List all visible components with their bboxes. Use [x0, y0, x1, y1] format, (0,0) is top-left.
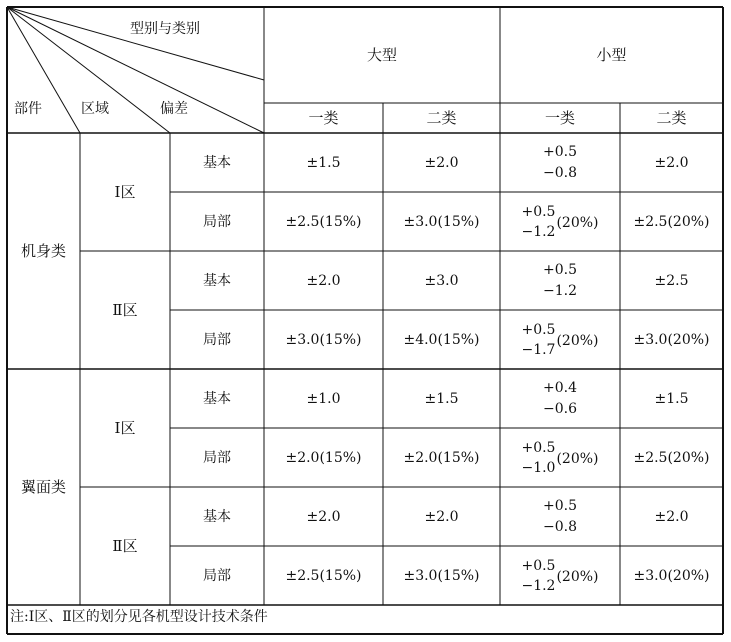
value-small-class2: ±2.5(20%) — [633, 449, 710, 466]
value-small-class2: ±1.5 — [654, 390, 689, 407]
percentage: (20%) — [556, 214, 599, 231]
value-large-class1: ±1.5 — [306, 154, 341, 171]
header-large: 大型 — [366, 45, 397, 64]
value-small-class2: ±3.0(20%) — [633, 567, 710, 584]
lower-tolerance: −1.2 — [543, 283, 577, 299]
percentage: (20%) — [556, 568, 599, 585]
lower-tolerance: −1.7 — [521, 341, 556, 358]
header-large-class2: 二类 — [426, 108, 457, 127]
upper-tolerance: +0.4 — [543, 380, 577, 396]
deviation-kind: 局部 — [203, 213, 231, 230]
lower-tolerance: −0.8 — [543, 519, 577, 535]
value-large-class2: ±3.0(15%) — [403, 567, 480, 584]
deviation-kind: 基本 — [203, 390, 231, 407]
value-large-class2: ±4.0(15%) — [403, 331, 480, 348]
lower-tolerance: −0.6 — [543, 401, 577, 417]
value-small-class2: ±2.5(20%) — [633, 213, 710, 230]
header-large-class1: 一类 — [308, 108, 339, 127]
lower-tolerance: −1.0 — [521, 459, 556, 476]
value-small-class1 — [500, 310, 620, 369]
value-small-class2: ±3.0(20%) — [633, 331, 710, 348]
header-region: 区域 — [81, 101, 109, 117]
deviation-kind: 局部 — [203, 449, 231, 466]
value-large-class1: ±3.0(15%) — [285, 331, 362, 348]
zone-label: Ⅱ区 — [112, 300, 138, 319]
deviation-kind: 局部 — [203, 331, 231, 348]
upper-tolerance: +0.5 — [543, 144, 577, 160]
zone-label: Ⅰ区 — [114, 418, 136, 437]
upper-tolerance: +0.5 — [543, 262, 577, 278]
zone-label: Ⅰ区 — [114, 182, 136, 201]
value-small-class1 — [500, 251, 620, 310]
deviation-kind: 基本 — [203, 154, 231, 171]
footnote: 注:Ⅰ区、Ⅱ区的划分见各机型设计技术条件 — [10, 609, 268, 625]
value-large-class1: ±2.0(15%) — [285, 449, 362, 466]
header-small-class2: 二类 — [656, 108, 687, 127]
value-small-class1 — [500, 192, 620, 251]
part-label-fuselage: 机身类 — [20, 241, 66, 260]
value-large-class2: ±2.0 — [424, 508, 459, 525]
upper-tolerance: +0.5 — [521, 203, 556, 220]
upper-tolerance: +0.5 — [543, 498, 577, 514]
value-large-class2: ±1.5 — [424, 390, 459, 407]
value-small-class1 — [500, 369, 620, 428]
value-large-class2: ±3.0 — [424, 272, 459, 289]
value-large-class2: ±3.0(15%) — [403, 213, 480, 230]
lower-tolerance: −1.2 — [521, 577, 556, 594]
upper-tolerance: +0.5 — [521, 439, 556, 456]
value-small-class1 — [500, 133, 620, 192]
deviation-kind: 局部 — [203, 567, 231, 584]
part-label-wing: 翼面类 — [20, 477, 66, 496]
value-small-class1 — [500, 546, 620, 605]
header-type-category: 型别与类别 — [130, 21, 200, 37]
value-large-class2: ±2.0 — [424, 154, 459, 171]
lower-tolerance: −0.8 — [543, 165, 577, 181]
value-large-class1: ±2.5(15%) — [285, 567, 362, 584]
value-large-class2: ±2.0(15%) — [403, 449, 480, 466]
header-deviation: 偏差 — [160, 101, 188, 117]
zone-label: Ⅱ区 — [112, 536, 138, 555]
value-small-class2: ±2.5 — [654, 272, 689, 289]
value-small-class2: ±2.0 — [654, 508, 689, 525]
percentage: (20%) — [556, 450, 599, 467]
value-large-class1: ±2.5(15%) — [285, 213, 362, 230]
upper-tolerance: +0.5 — [521, 557, 556, 574]
lower-tolerance: −1.2 — [521, 223, 556, 240]
percentage: (20%) — [556, 332, 599, 349]
value-large-class1: ±2.0 — [306, 272, 341, 289]
header-small-class1: 一类 — [544, 108, 575, 127]
value-small-class1 — [500, 487, 620, 546]
header-part: 部件 — [14, 101, 42, 117]
value-small-class2: ±2.0 — [654, 154, 689, 171]
deviation-kind: 基本 — [203, 508, 231, 525]
deviation-kind: 基本 — [203, 272, 231, 289]
value-large-class1: ±2.0 — [306, 508, 341, 525]
upper-tolerance: +0.5 — [521, 321, 556, 338]
header-small: 小型 — [596, 45, 627, 64]
value-large-class1: ±1.0 — [306, 390, 341, 407]
value-small-class1 — [500, 428, 620, 487]
